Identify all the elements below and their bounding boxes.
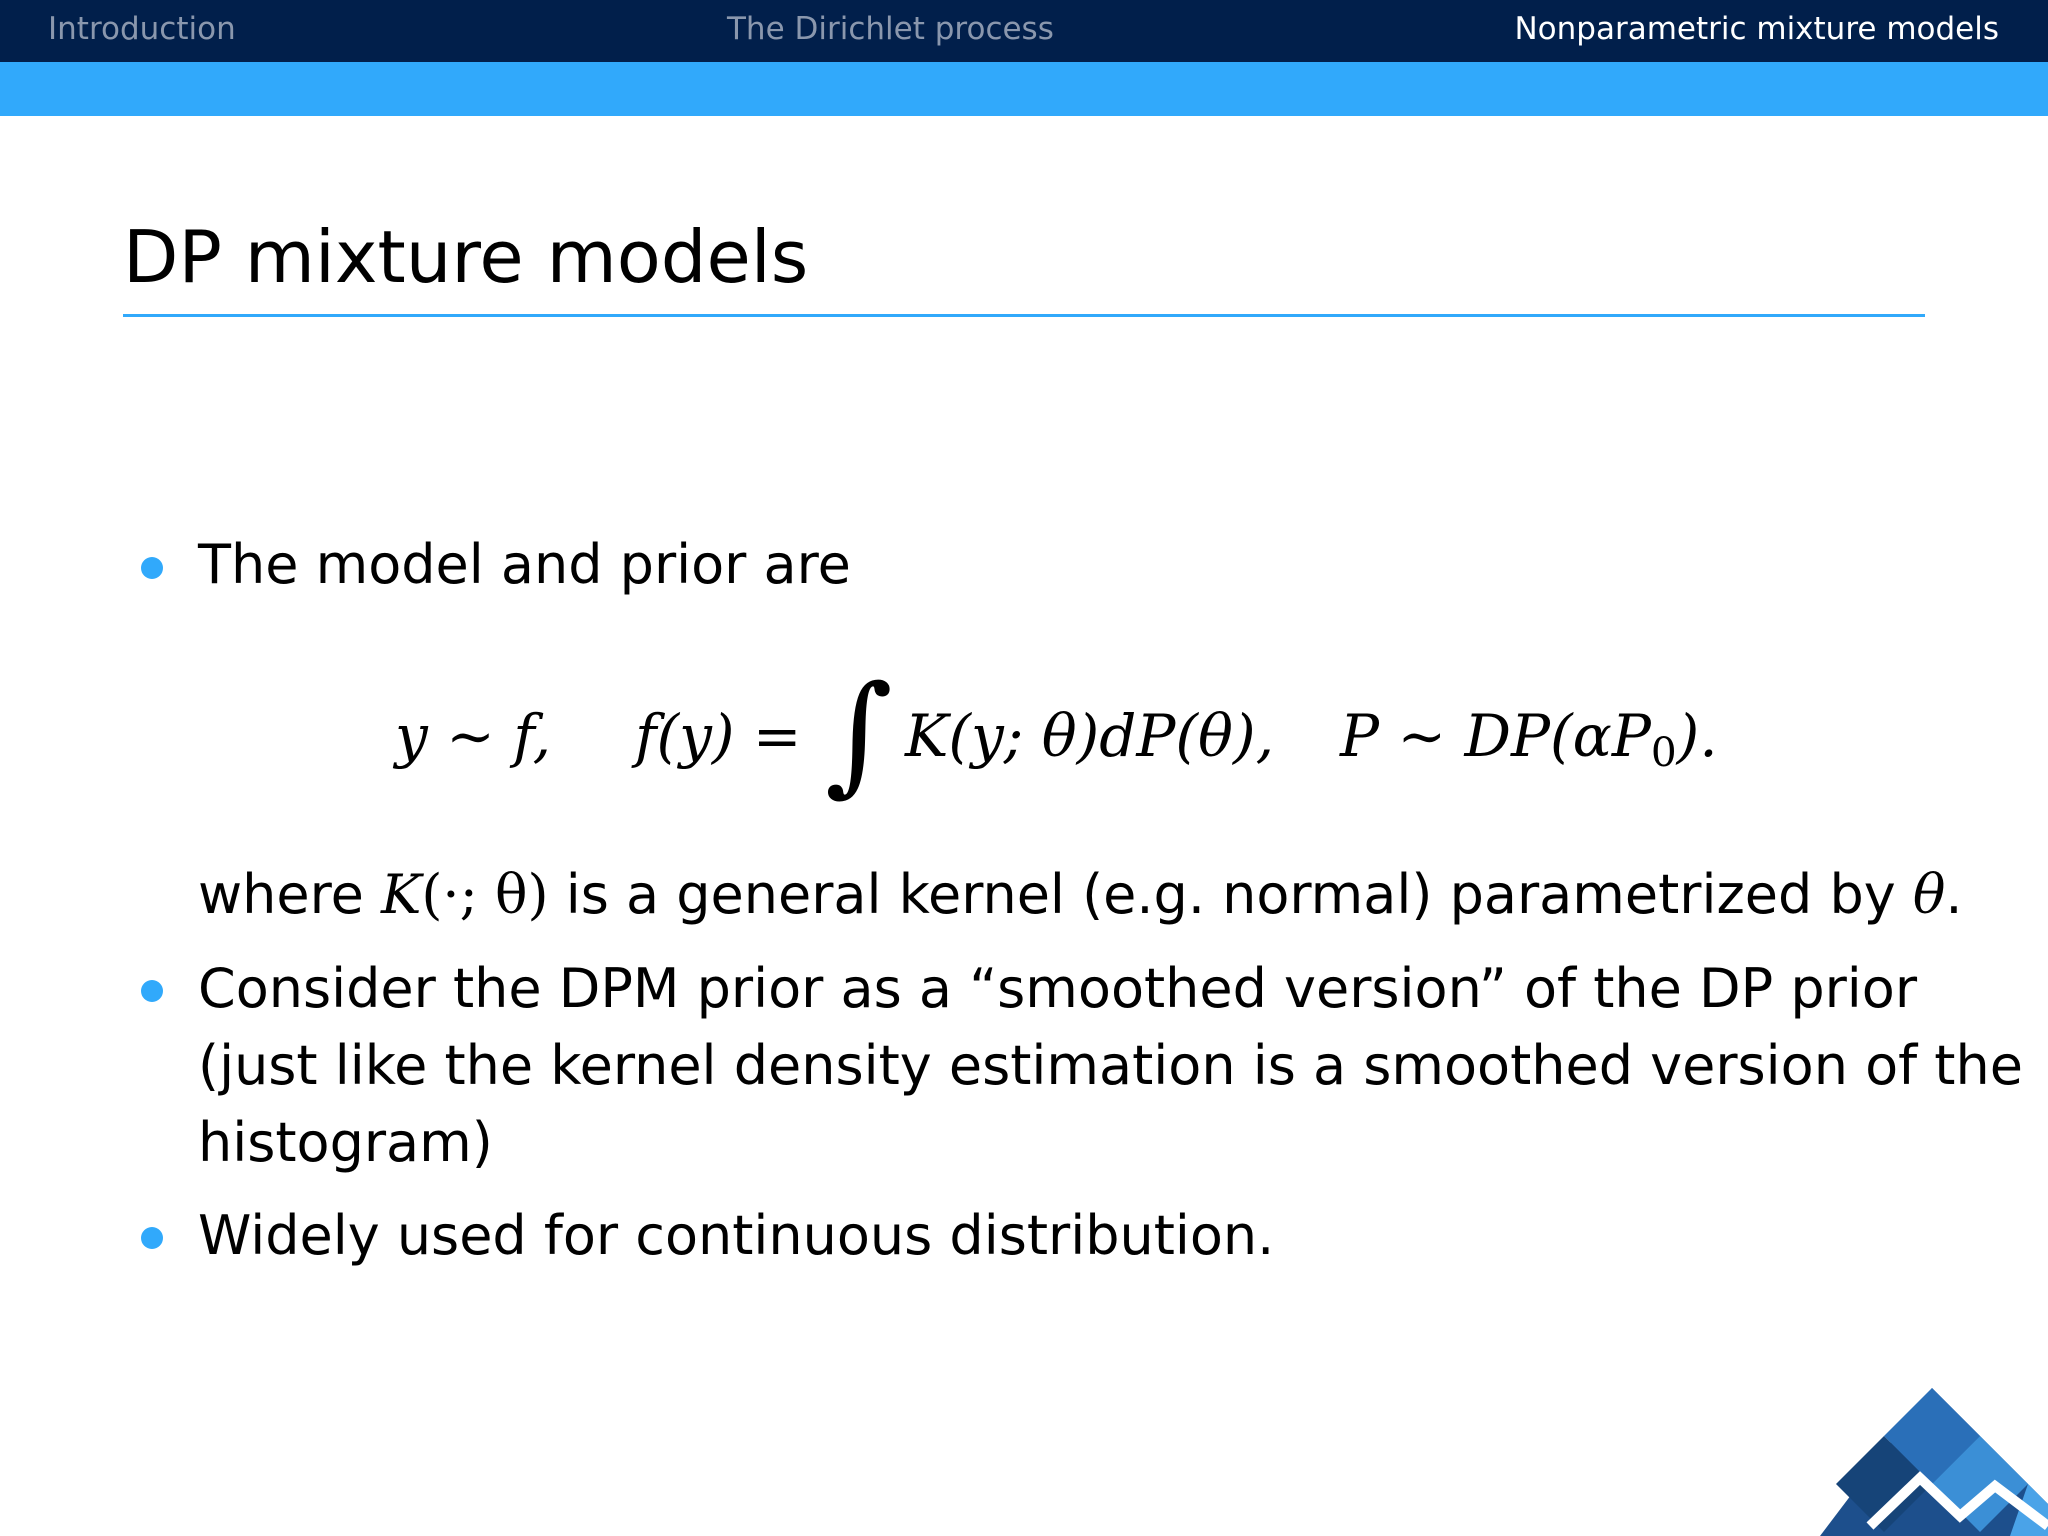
bullet-3-text: Widely used for continuous distribution.: [198, 1204, 1275, 1267]
bullet-3-dot: [141, 1227, 163, 1249]
slide-title: DP mixture models: [123, 215, 809, 299]
equation-part-1: y ∼ f,: [395, 702, 552, 770]
bullet-1-where-line: where K(·; θ) is a general kernel (e.g. normal) parametrized by θ.: [198, 863, 1963, 926]
title-rule: [123, 314, 1925, 317]
nav-item-dirichlet-process[interactable]: The Dirichlet process: [727, 11, 1054, 47]
bullet-1-dot: [141, 557, 163, 579]
mountain-logo-icon: [1820, 1386, 2048, 1536]
equation-part-4: P ∼ $DP(\alpha P_0)$.: [1340, 702, 1718, 777]
equation-part-2: f(y) =: [635, 702, 802, 770]
integral-sign: ∫: [825, 657, 893, 809]
bullet-2-line-3: histogram): [198, 1111, 493, 1174]
bullet-1-text: The model and prior are: [198, 533, 851, 596]
bullet-2-dot: [141, 980, 163, 1002]
nav-bar: [0, 0, 2048, 62]
display-equation: [395, 657, 1735, 809]
bullet-2-line-2: (just like the kernel density estimation is a smoothed version of the: [198, 1034, 2023, 1097]
bullet-2-line-1: Consider the DPM prior as a “smoothed version” of the DP prior: [198, 957, 1918, 1020]
nav-item-introduction[interactable]: Introduction: [48, 11, 236, 47]
accent-bar: [0, 62, 2048, 116]
equation-part-3: K(y; θ)dP(θ),: [905, 702, 1275, 770]
nav-item-nonparametric-mixture-models[interactable]: Nonparametric mixture models: [1514, 11, 1999, 47]
